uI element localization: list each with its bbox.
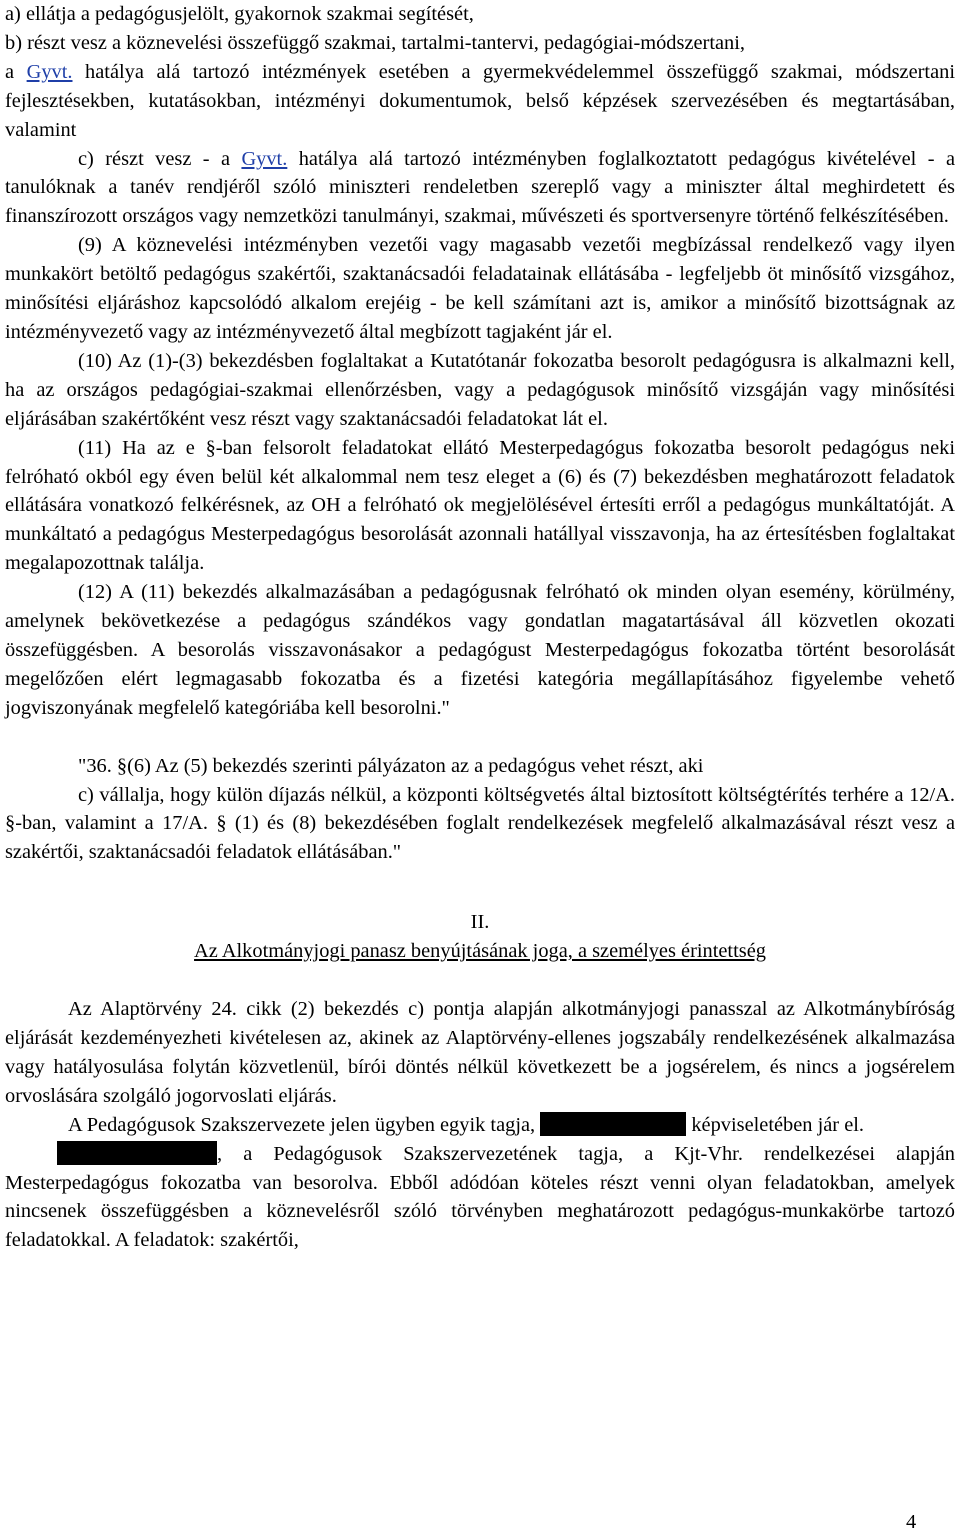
spacer: [5, 966, 955, 995]
item-b-text: hatálya alá tartozó intézmények esetében a gyermekvédelemmel összefüggő szakmai, módszertani fejlesztésekben, kutatásokban, intézményi dokumentumok, belső képzések szervezésében és megtartásában, valamint: [5, 60, 955, 141]
spacer: [5, 723, 955, 752]
section-ii-paragraph-1: Az Alaptörvény 24. cikk (2) bekezdés c) pontja alapján alkotmányjogi panasszal az Alkotmánybíróság eljárását kezdeményezheti kivételesen az, akinek az Alaptörvény-ellenes jogszabály rendelkezésének alkalmazása vagy hatályosulása folytán közvetlenül, bírói döntés nélkül következett be a jogsérelem, és nincs a jogsérelem orvoslására szolgáló jogorvoslati eljárás.: [5, 998, 955, 1107]
section-title: [5, 937, 955, 966]
document-page: [5, 0, 955, 1255]
section-36: "36. §(6) Az (5) bekezdés szerinti pályázaton az a pedagógus vehet részt, aki: [78, 754, 704, 777]
paragraph-10: (10) Az (1)-(3) bekezdésben foglaltakat a Kutatótanár fokozatba besorolt pedagógusra is alkalmazni kell, ha az országos pedagógiai-szakmai ellenőrzésben, vagy a pedagógusok minősítő vizsgáján vagy minősítési eljárásában szakértőként vesz részt vagy szaktanácsadói feladatokat lát el.: [5, 349, 955, 430]
item-b-prefix: a: [5, 60, 27, 83]
item-c-prefix: c) részt vesz - a: [78, 147, 242, 170]
paragraph-9: (9) A köznevelési intézményben vezetői vagy magasabb vezetői megbízással rendelkező vagy ilyen munkakört betöltő pedagógus szakértői, szaktanácsadói feladatainak ellátásába - legfeljebb öt minősítő vizsgához, minősítési eljáráshoz kapcsolódó alkalom erejéig - be kell számítani azt is, amikor a minősítő bizottságnak az intézményvezető vagy az intézményvezető által megbízott tagjaként jár el.: [5, 234, 955, 343]
item-c: [5, 145, 955, 232]
item-b-line1: b) részt vesz a köznevelési összefüggő szakmai, tartalmi-tantervi, pedagógiai-módszertani,: [5, 31, 746, 54]
gyvt-link-1[interactable]: Gyvt.: [26, 60, 73, 83]
section-title-text: Az Alkotmányjogi panasz benyújtásának joga, a személyes érintettség: [194, 940, 766, 963]
section-ii-paragraph-2: [5, 1111, 955, 1140]
item-a: a) ellátja a pedagógusjelölt, gyakornok szakmai segítését,: [5, 3, 474, 25]
page-number: 4: [906, 1511, 917, 1533]
redaction-box: [57, 1141, 217, 1165]
ii-p2-text: A Pedagógusok Szakszervezete jelen ügyben egyik tagja,: [68, 1113, 541, 1136]
paragraph-12: (12) A (11) bekezdés alkalmazásában a pedagógusnak felróható ok minden olyan esemény, körülmény, amelynek bekövetkezése a pedagógus szándékos vagy gondatlan magatartásával áll közvetlen okozati összefüggésben. A besorolás visszavonásakor a pedagógust Mesterpedagógus fokozatba történt besorolását megelőzően elért legmagasabb fokozatba és a fizetési kategória megállapításához figyelembe vehető jogviszonyának megfelelő kategóriába kell besorolni.": [5, 581, 955, 719]
item-b: [5, 58, 955, 145]
ii-p2-text-end: képviseletében jár el.: [686, 1113, 865, 1136]
gyvt-link-2[interactable]: Gyvt.: [241, 147, 288, 170]
redaction-box: [540, 1112, 686, 1136]
section-number: II.: [470, 911, 490, 934]
item-c-text: hatálya alá tartozó intézményben foglalkoztatott pedagógus kivételével - a tanulóknak a tanév rendjéről szóló miniszteri rendeletben szereplő vagy a miniszter által meghirdetett és finanszírozott országos vagy nemzetközi tanulmányi, szakmai, művészeti és sportversenyre történő felkészítésében.: [5, 147, 955, 228]
spacer: [5, 867, 955, 896]
paragraph-11: (11) Ha az e §-ban felsorolt feladatokat ellátó Mesterpedagógus fokozatba besorolt pedagógus neki felróható okból egy éven belül két alkalommal nem tesz eleget a (6) és (7) bekezdésben meghatározott feladatok ellátására vonatkozó felkérésnek, az OH a felróható ok megjelölésével értesíti erről a pedagógus munkáltatóját. A munkáltató a pedagógus Mesterpedagógus besorolását azonnali hatállyal visszavonja, ha az értesítésben foglaltakat megalapozottnak találja.: [5, 436, 955, 575]
ii-p3-text: , a Pedagógusok Szakszervezetének tagja, a Kjt-Vhr. rendelkezései alapján Mesterpedagógus fokozatba van besorolva. Ebből adódóan köteles részt venni olyan feladatokban, amelyek nincsenek összefüggésben a köznevelésről szóló törvényben meghatározott pedagógus-munkakörbe tartozó feladatokkal. A feladatok: szakértői,: [5, 1142, 955, 1252]
section-36-c: c) vállalja, hogy külön díjazás nélkül, a központi költségvetés által biztosított költségtérítés terhére a 12/A. §-ban, valamint a 17/A. § (1) és (8) bekezdésében foglalt rendelkezések megfelelő alkalmazásával részt vesz a szakértői, szaktanácsadói feladatok ellátásában.": [5, 783, 955, 864]
section-ii-paragraph-3: [5, 1140, 955, 1256]
